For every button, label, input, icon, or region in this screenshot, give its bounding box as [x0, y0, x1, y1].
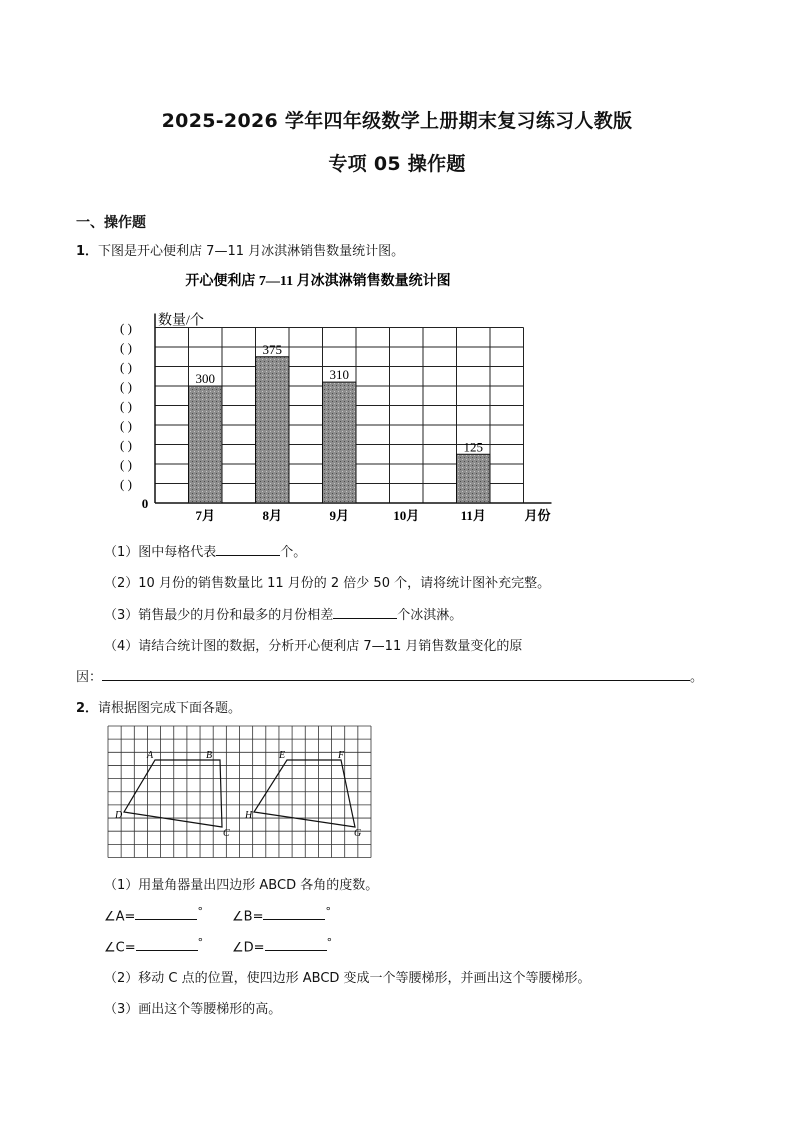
q2-part2: （2）移动 C 点的位置，使四边形 ABCD 变成一个等腰梯形，并画出这个等腰梯形。 [104, 971, 591, 986]
y-tick-label: ( ) [120, 398, 132, 414]
y-tick-label: ( ) [120, 379, 132, 394]
angle-c-label: ∠C= [104, 940, 136, 956]
y-tick-label: ( ) [120, 320, 132, 336]
angle-c-row [104, 936, 203, 955]
angle-b-blank[interactable] [263, 906, 325, 920]
q1-part4-prefix: 因： [76, 670, 103, 685]
answer-blank-4[interactable] [102, 667, 690, 681]
answer-blank-3[interactable] [333, 605, 397, 619]
origin-label: 0 [141, 496, 149, 511]
page-title: 2025-2026 学年四年级数学上册期末复习练习人教版 [161, 110, 633, 132]
data-label: 310 [329, 367, 349, 383]
question-1-stem [76, 240, 404, 259]
x-tick-label: 11月 [460, 508, 486, 523]
q2-part1: （1）用量角器量出四边形 ABCD 各角的度数。 [104, 878, 379, 893]
q1-part4-line1: （4）请结合统计图的数据，分析开心便利店 7—11 月销售数量变化的原 [104, 639, 523, 654]
chart-title: 开心便利店 7—11 月冰淇淋销售数量统计图 [185, 274, 451, 289]
square-grid [108, 726, 371, 858]
degree-symbol: ° [326, 936, 333, 949]
degree-symbol: ° [197, 936, 204, 949]
bar-chart [0, 265, 794, 525]
point-label-d: D [115, 810, 123, 821]
page-subtitle: 专项 05 操作题 [328, 153, 466, 175]
point-label-g: G [354, 828, 362, 839]
angle-a-blank[interactable] [135, 906, 197, 920]
bar [323, 382, 357, 503]
angle-b-row [232, 905, 331, 924]
angle-d-label: ∠D= [232, 940, 265, 956]
y-tick-label: ( ) [120, 359, 132, 375]
angle-a-row [104, 905, 203, 924]
data-label: 375 [262, 341, 282, 357]
q1-part1 [104, 541, 306, 560]
bar [256, 357, 290, 503]
question-2-text: 请根据图完成下面各题。 [98, 701, 242, 716]
x-tick-label: 8月 [262, 508, 283, 523]
y-tick-label: ( ) [120, 340, 132, 355]
degree-symbol: ° [197, 905, 203, 918]
quadrilateral-efgh [254, 760, 355, 827]
x-tick-label: 10月 [393, 508, 420, 523]
q1-part3 [104, 604, 462, 623]
quadrilateral-abcd [124, 760, 222, 827]
angle-d-blank[interactable] [265, 937, 327, 951]
y-tick-label: ( ) [120, 476, 132, 492]
angle-a-label: ∠A= [104, 909, 136, 925]
q1-part2: （2）10 月份的销售数量比 11 月份的 2 倍少 50 个，请将统计图补充完整。 [104, 576, 551, 591]
degree-symbol: ° [325, 905, 331, 918]
y-tick-label: ( ) [120, 437, 132, 453]
q1-part1-text: （1）图中每格代表 [104, 545, 217, 560]
question-2-number: 2． [76, 701, 99, 716]
angle-d-row [232, 936, 332, 955]
bar [457, 454, 491, 503]
y-tick-label: ( ) [120, 418, 132, 433]
data-label: 125 [463, 439, 483, 455]
point-label-h: H [245, 810, 253, 821]
angle-c-blank[interactable] [136, 937, 198, 951]
data-label: 300 [195, 371, 215, 386]
answer-blank-1[interactable] [216, 542, 280, 556]
x-tick-label: 7月 [195, 508, 216, 523]
point-label-b: B [206, 750, 213, 761]
quadrilateral-grid-figure [0, 720, 794, 870]
q1-part4-line2 [76, 666, 703, 685]
point-label-e: E [279, 750, 286, 761]
q1-part4-suffix: 。 [690, 670, 704, 685]
y-tick-label: ( ) [120, 457, 132, 472]
q1-part3-suffix: 个冰淇淋。 [397, 608, 463, 623]
q1-part1-suffix: 个。 [280, 545, 307, 560]
question-1-text: 下图是开心便利店 7—11 月冰淇淋销售数量统计图。 [98, 244, 405, 259]
point-label-a: A [147, 750, 154, 761]
x-axis-label: 月份 [524, 508, 551, 523]
q1-part3-text: （3）销售最少的月份和最多的月份相差 [104, 608, 334, 623]
bar [189, 386, 223, 503]
question-1-number: 1． [76, 244, 99, 259]
point-label-f: F [338, 750, 345, 761]
point-label-c: C [223, 828, 230, 839]
q2-part3: （3）画出这个等腰梯形的高。 [104, 1002, 282, 1017]
x-tick-label: 9月 [329, 508, 350, 523]
section-heading: 一、操作题 [76, 215, 146, 231]
question-2-stem [76, 697, 241, 716]
y-axis-label: 数量/个 [158, 313, 204, 329]
angle-b-label: ∠B= [232, 909, 264, 925]
